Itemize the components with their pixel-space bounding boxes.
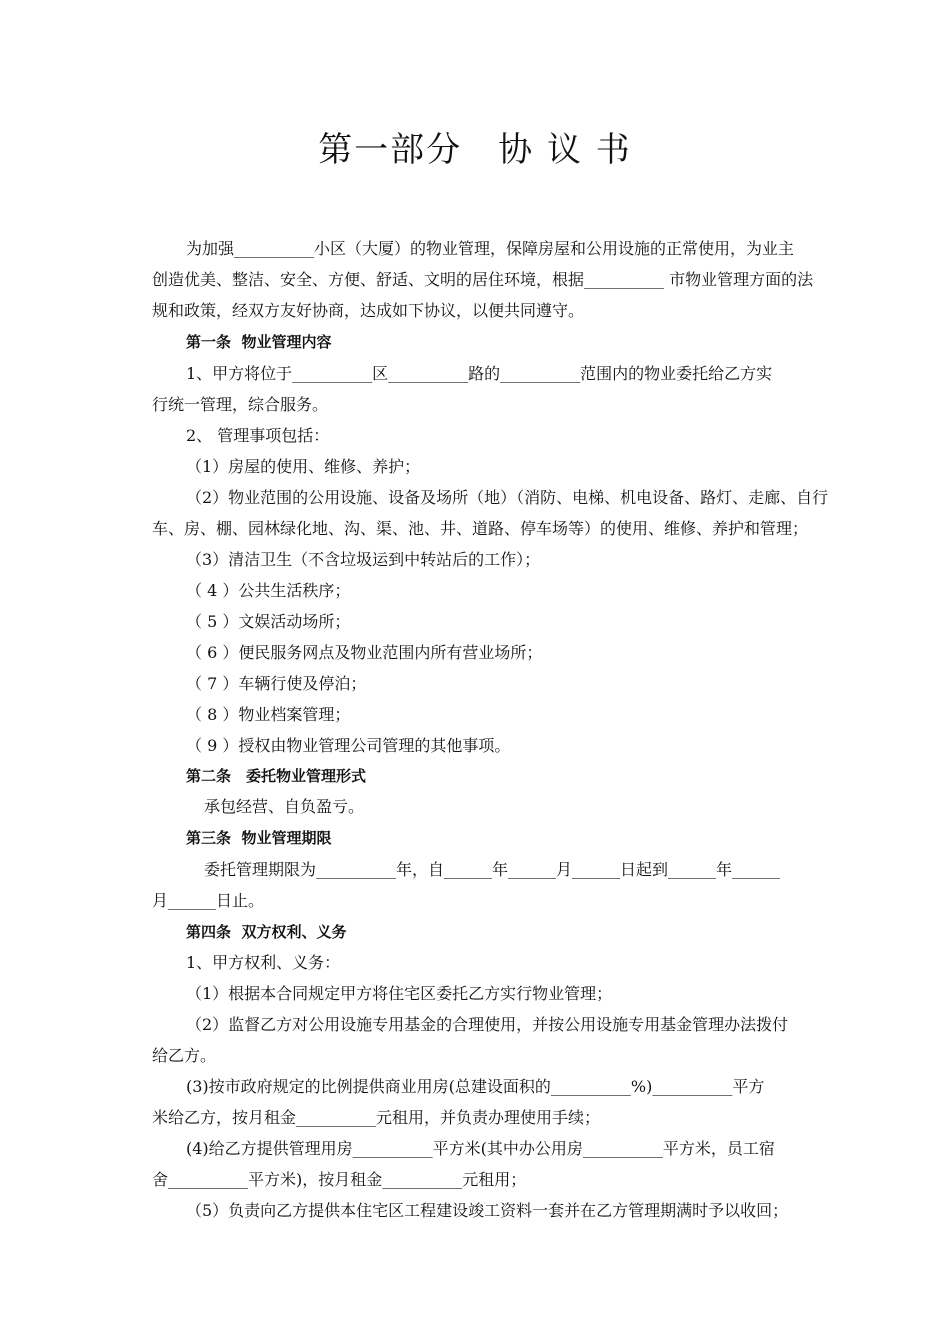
list-item: （ 5 ）文娱活动场所； xyxy=(186,612,351,631)
paragraph-line: 米给乙方，按月租金__________元租用，并负责办理使用手续； xyxy=(152,1108,601,1127)
list-item: (4)给乙方提供管理用房__________平方米(其中办公用房__________平方米，员工宿 xyxy=(186,1139,775,1158)
page-title: 第一部分 协 议 书 xyxy=(318,130,632,170)
paragraph-line: 创造优美、整洁、安全、方便、舒适、文明的居住环境，根据__________ 市物业管理方面的法 xyxy=(152,270,814,289)
paragraph-line: 为加强__________小区（大厦）的物业管理，保障房屋和公用设施的正常使用，为业主 xyxy=(186,239,795,258)
paragraph-line: 1、甲方权利、义务： xyxy=(186,953,341,972)
list-item: （3）清洁卫生（不含垃圾运到中转站后的工作）； xyxy=(186,550,541,569)
section-heading: 第二条 委托物业管理形式 xyxy=(186,767,367,785)
list-item: （ 9 ）授权由物业管理公司管理的其他事项。 xyxy=(186,736,511,755)
section-heading: 第四条 双方权利、义务 xyxy=(186,923,347,941)
list-item: （1）根据本合同规定甲方将住宅区委托乙方实行物业管理； xyxy=(186,984,613,1003)
paragraph-line: 2、 管理事项包括： xyxy=(186,426,330,445)
paragraph-line: 承包经营、自负盈亏。 xyxy=(204,797,365,816)
paragraph-line: 月______日止。 xyxy=(152,891,265,910)
list-item: （5）负责向乙方提供本住宅区工程建设竣工资料一套并在乙方管理期满时予以收回； xyxy=(186,1201,789,1220)
list-item: （1）房屋的使用、维修、养护； xyxy=(186,457,421,476)
list-item: （ 6 ）便民服务网点及物业范围内所有营业场所； xyxy=(186,643,543,662)
paragraph-line: 给乙方。 xyxy=(152,1046,217,1065)
section-heading: 第一条 物业管理内容 xyxy=(186,333,332,351)
list-item: （ 8 ）物业档案管理； xyxy=(186,705,351,724)
section-heading: 第三条 物业管理期限 xyxy=(186,829,332,847)
list-item: （ 7 ）车辆行使及停泊； xyxy=(186,674,367,693)
paragraph-line: 舍__________平方米)，按月租金__________元租用； xyxy=(152,1170,527,1189)
list-item: （2）物业范围的公用设施、设备及场所（地）（消防、电梯、机电设备、路灯、走廊、自行 xyxy=(186,488,829,507)
list-item: （ 4 ）公共生活秩序； xyxy=(186,581,351,600)
paragraph-line: 规和政策，经双方友好协商，达成如下协议，以便共同遵守。 xyxy=(152,301,585,320)
paragraph-line: 委托管理期限为__________年，自______年______月______日起到______年______ xyxy=(204,860,781,879)
paragraph-line: 车、房、棚、园林绿化地、沟、渠、池、井、道路、停车场等）的使用、维修、养护和管理； xyxy=(152,519,809,538)
list-item: (3)按市政府规定的比例提供商业用房(总建设面积的__________%)__________平方 xyxy=(186,1077,765,1096)
list-item: （2）监督乙方对公用设施专用基金的合理使用，并按公用设施专用基金管理办法拨付 xyxy=(186,1015,789,1034)
paragraph-line: 1、甲方将位于__________区__________路的__________范围内的物业委托给乙方实 xyxy=(186,364,773,383)
paragraph-line: 行统一管理，综合服务。 xyxy=(152,395,329,414)
